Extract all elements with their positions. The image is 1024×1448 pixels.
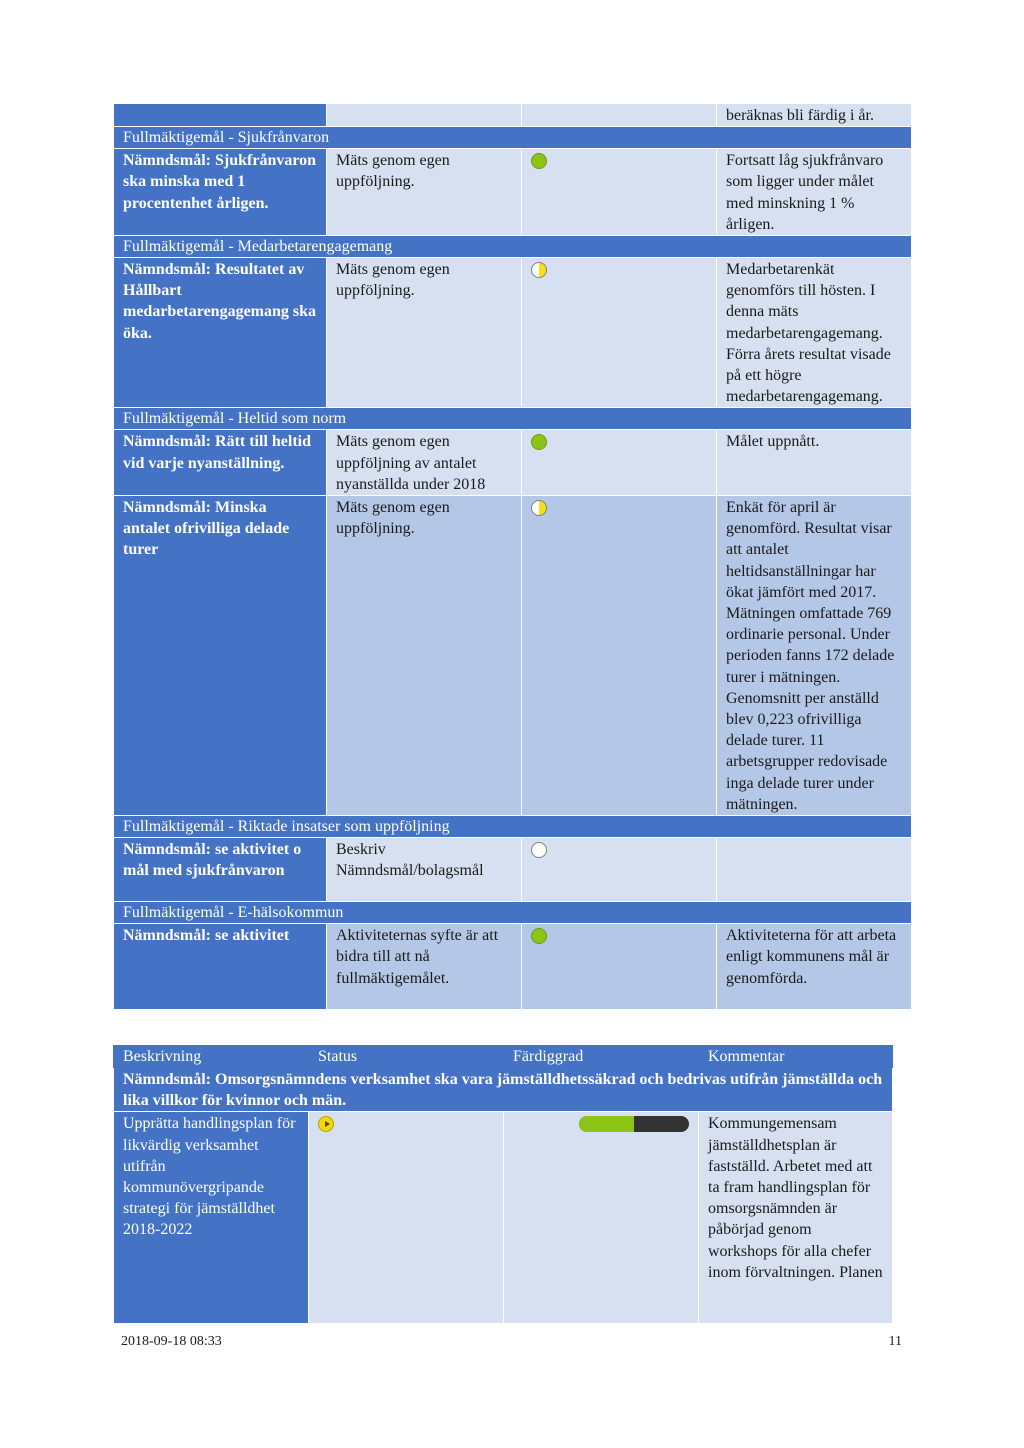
goal-cell: Nämndsmål: Omsorgsnämndens verksamhet ska vara jämställdhetssäkrad och bedrivas utifrån jämställda och lika villkor för kvinnor och män. xyxy=(114,1068,893,1112)
comment-cell: Medarbetarenkät genomförs till hösten. I denna mäts medarbetarengagemang. Förra årets resultat visade på ett högre medarbetarengagemang. xyxy=(717,258,912,408)
status-half-icon xyxy=(531,500,547,516)
section-header-row xyxy=(114,236,912,258)
header-row xyxy=(114,1046,893,1068)
section-header-row xyxy=(114,902,912,924)
column-header-description: Beskrivning xyxy=(114,1046,309,1068)
comment-cell xyxy=(717,838,912,902)
table-row xyxy=(114,838,912,902)
comment-cell: beräknas bli färdig i år. xyxy=(717,104,912,127)
goal-cell: Nämndsmål: Minska antalet ofrivilliga delade turer xyxy=(114,496,327,816)
column-header-status: Status xyxy=(309,1046,504,1068)
status-cell xyxy=(309,1112,504,1324)
goal-cell: Nämndsmål: se aktivitet xyxy=(114,924,327,1010)
goal-cell: Nämndsmål: Sjukfrånvaron ska minska med 1 procentenhet årligen. xyxy=(114,149,327,236)
measure-cell xyxy=(327,104,522,127)
measure-cell: Mäts genom egen uppföljning av antalet nyanställda under 2018 xyxy=(327,430,522,496)
section-header-row xyxy=(114,408,912,430)
comment-cell: Kommungemensam jämställdhetsplan är fastställd. Arbetet med att ta fram handlingsplan för omsorgsnämnden är påbörjad genom workshops för alla chefer inom förvaltningen. Planen xyxy=(699,1112,893,1324)
goal-cell xyxy=(114,104,327,127)
comment-cell: Fortsatt låg sjukfrånvaro som ligger under målet med minskning 1 % årligen. xyxy=(717,149,912,236)
status-cell xyxy=(522,924,717,1010)
table-row xyxy=(114,924,912,1010)
status-cell xyxy=(522,104,717,127)
goals-table xyxy=(113,103,912,1010)
measure-cell: Mäts genom egen uppföljning. xyxy=(327,258,522,408)
progress-fill xyxy=(579,1116,634,1132)
section-header: Fullmäktigemål - E-hälsokommun xyxy=(114,902,912,924)
status-white-icon xyxy=(531,842,547,858)
status-half-icon xyxy=(531,262,547,278)
section-header: Fullmäktigemål - Sjukfrånvaron xyxy=(114,127,912,149)
table-row xyxy=(114,104,912,127)
measure-cell: Aktiviteternas syfte är att bidra till att nå fullmäktigemålet. xyxy=(327,924,522,1010)
section-header: Fullmäktigemål - Medarbetarengagemang xyxy=(114,236,912,258)
column-header-comment: Kommentar xyxy=(699,1046,893,1068)
status-green-icon xyxy=(531,153,547,169)
status-green-icon xyxy=(531,434,547,450)
footer-timestamp: 2018-09-18 08:33 xyxy=(121,1334,222,1349)
goal-cell: Nämndsmål: se aktivitet o mål med sjukfrånvaron xyxy=(114,838,327,902)
table-row xyxy=(114,149,912,236)
section-header: Fullmäktigemål - Riktade insatser som uppföljning xyxy=(114,816,912,838)
comment-cell: Målet uppnått. xyxy=(717,430,912,496)
section-header-row xyxy=(114,816,912,838)
progress-bar xyxy=(579,1116,689,1132)
play-icon xyxy=(318,1116,334,1132)
goal-cell: Nämndsmål: Rätt till heltid vid varje nyanställning. xyxy=(114,430,327,496)
activity-table xyxy=(113,1045,893,1324)
table-row xyxy=(114,1112,893,1324)
page-number: 11 xyxy=(888,1334,902,1349)
progress-cell xyxy=(504,1112,699,1324)
section-header: Fullmäktigemål - Heltid som norm xyxy=(114,408,912,430)
section-header-row xyxy=(114,127,912,149)
status-green-icon xyxy=(531,928,547,944)
table-row xyxy=(114,430,912,496)
status-cell xyxy=(522,496,717,816)
goal-cell: Nämndsmål: Resultatet av Hållbart medarbetarengagemang ska öka. xyxy=(114,258,327,408)
status-cell xyxy=(522,430,717,496)
measure-cell: Mäts genom egen uppföljning. xyxy=(327,496,522,816)
column-header-progress: Färdiggrad xyxy=(504,1046,699,1068)
status-cell xyxy=(522,149,717,236)
measure-cell: Mäts genom egen uppföljning. xyxy=(327,149,522,236)
goal-row xyxy=(114,1068,893,1112)
measure-cell: Beskriv Nämndsmål/bolagsmål xyxy=(327,838,522,902)
comment-cell: Aktiviteterna för att arbeta enligt kommunens mål är genomförda. xyxy=(717,924,912,1010)
comment-cell: Enkät för april är genomförd. Resultat visar att antalet heltidsanställningar har ökat jämfört med 2017. Mätningen omfattade 769 ordinarie personal. Under perioden fanns 172 delade turer i mätningen. Genomsnitt per anställd blev 0,223 ofrivilliga delade turer. 11 arbetsgrupper redovisade inga delade turer under mätningen. xyxy=(717,496,912,816)
description-cell: Upprätta handlingsplan för likvärdig verksamhet utifrån kommunövergripande strategi för jämställdhet 2018-2022 xyxy=(114,1112,309,1324)
status-cell xyxy=(522,258,717,408)
table-row xyxy=(114,496,912,816)
status-cell xyxy=(522,838,717,902)
table-row xyxy=(114,258,912,408)
